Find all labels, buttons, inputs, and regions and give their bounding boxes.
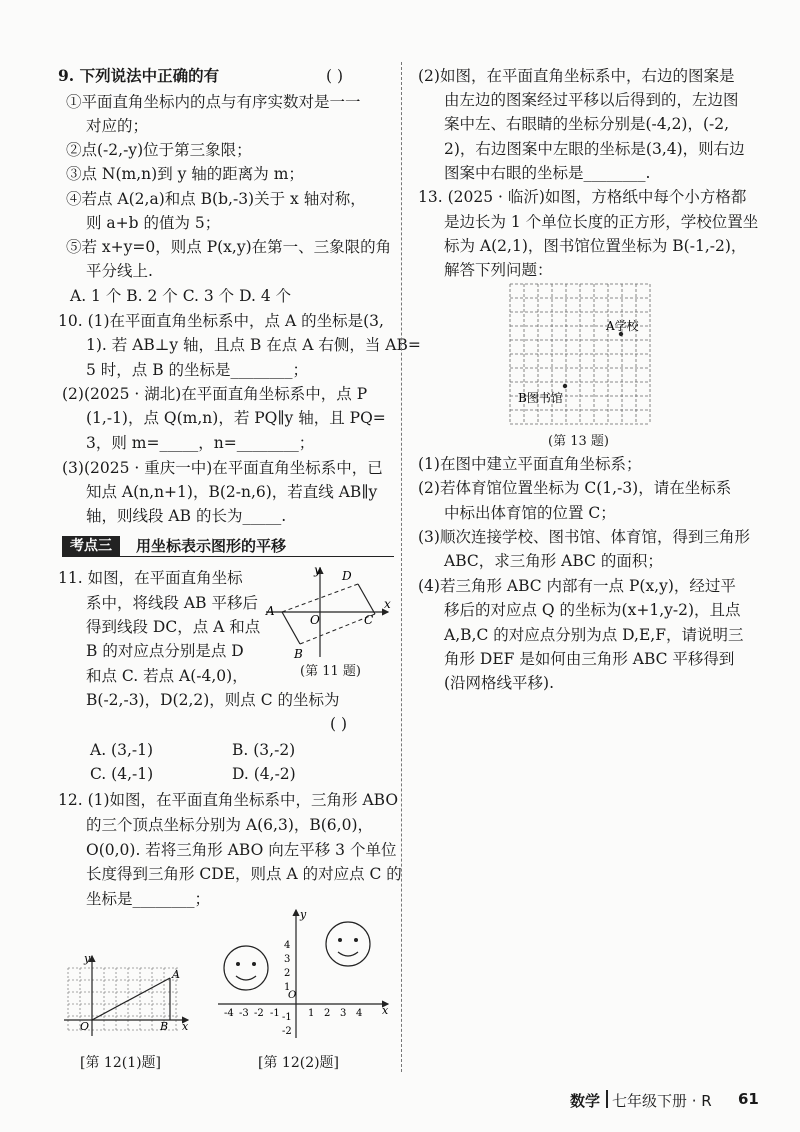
q12-2-fig-y: y [300,908,307,921]
q12-1-figure [60,950,192,1040]
q11-option-d: D. (4,-2) [232,765,296,783]
q12-2-xtick-neg3: -3 [239,1008,249,1019]
q13-part-4-cont-3: 角形 DEF 是如何由三角形 ABC 平移得到 [444,650,735,668]
q12-1-caption: [第 12(1)题] [80,1055,162,1071]
q12b-line-5: 图案中右眼的坐标是________. [444,164,651,182]
q13-line-4: 解答下列问题： [444,261,553,279]
q12-2-xtick-neg1: -1 [270,1008,280,1019]
q12-line-3: O(0,0). 若将三角形 ABO 向左平移 3 个单位 [86,841,397,859]
section-tag: 考点三 [62,536,120,557]
q9-statement-5-cont: 平分线上. [86,262,153,280]
q11-line-1: 11. 如图，在平面直角坐标 [58,569,243,587]
q12-line-4: 长度得到三角形 CDE，则点 A 的对应点 C 的 [86,865,402,883]
q13-part-4-cont-1: 移后的对应点 Q 的坐标为(x+1,y-2)，且点 [444,601,741,619]
q11-fig-x-label: x [384,597,391,611]
q12-2-figure [214,904,394,1044]
q10-line-4: (2)(2025 · 湖北)在平面直角坐标系中，点 P [62,385,368,403]
section-title: 用坐标表示图形的平移 [136,537,287,555]
q9-stem: 9. 下列说法中正确的有 [58,66,220,85]
q12b-line-3: 案中左、右眼睛的坐标分别是(-4,2)，(-2, [444,115,730,133]
q13-part-4-cont-4: (沿网格线平移). [444,674,555,692]
q11-line-4: B 的对应点分别是点 D [86,642,244,660]
q12-2-xtick-1: 1 [308,1008,315,1019]
q9-statement-1: ①平面直角坐标内的点与有序实数对是一一 [66,93,361,111]
q12-2-xtick-neg2: -2 [254,1008,264,1019]
q10-line-2: 1). 若 AB⊥y 轴，且点 B 在点 A 右侧，当 AB= [86,336,421,354]
q9-answer-paren: ( ) [326,67,344,85]
q9-statement-3: ③点 N(m,n)到 y 轴的距离为 m； [66,165,304,183]
q12-2-caption: [第 12(2)题] [258,1055,340,1071]
q12-1-fig-o: O [80,1020,90,1033]
q12-2-ytick-4: 4 [284,940,291,951]
q12-2-xtick-4: 4 [356,1008,363,1019]
q9-options: A. 1 个 B. 2 个 C. 3 个 D. 4 个 [70,287,292,305]
q13-part-2: (2)若体育馆位置坐标为 C(1,-3)，请在坐标系 [418,479,732,497]
q11-line-5: 和点 C. 若点 A(-4,0)， [86,667,248,685]
q12-2-fig-x: x [382,1004,389,1017]
q10-line-1: 10. (1)在平面直角坐标系中，点 A 的坐标是(3, [58,312,384,330]
q13-part-3-cont: ABC，求三角形 ABC 的面积； [444,552,663,570]
page-number: 61 [738,1090,759,1108]
q11-fig-d: D [342,569,352,583]
q10-line-7: (3)(2025 · 重庆一中)在平面直角坐标系中，已 [62,459,383,477]
q13-line-3: 标为 A(2,1)，图书馆位置坐标为 B(-1,-2)， [444,237,747,255]
q12-line-1: 12. (1)如图，在平面直角坐标系中，三角形 ABO [58,791,399,809]
q10-line-9: 轴，则线段 AB 的长为_____. [86,507,287,525]
q13-line-1: 13. (2025 · 临沂)如图，方格纸中每个小方格都 [418,188,747,206]
footer-grade: 七年级下册 · R [612,1092,712,1110]
q11-caption: (第 11 题) [300,664,361,679]
q12-2-ytick-neg1: -1 [282,1012,292,1023]
q9-statement-1-cont: 对应的； [86,117,149,135]
q13-part-2-cont: 中标出体育馆的位置 C； [444,504,616,522]
q11-option-c: C. (4,-1) [90,765,154,783]
q12-1-fig-b: B [160,1020,169,1033]
q13-part-1: (1)在图中建立平面直角坐标系； [418,455,642,473]
q12-line-2: 的三个顶点坐标分别为 A(6,3)，B(6,0)， [86,816,374,834]
q11-fig-origin: O [310,613,320,627]
q11-figure [258,562,394,660]
q13-line-2: 是边长为 1 个单位长度的正方形，学校位置坐 [444,213,759,231]
q11-fig-a: A [266,604,275,618]
q9-statement-2: ②点(-2,-y)位于第三象限； [66,141,252,159]
q12-2-fig-o: O [288,990,297,1001]
q13-part-3: (3)顺次连接学校、图书馆、体育馆，得到三角形 [418,528,750,546]
footer-subject: 数学 [570,1092,601,1110]
q12-1-fig-y: y [84,952,91,965]
q12b-line-2: 由左边的图案经过平移以后得到的，左边图 [444,91,739,109]
q11-option-a: A. (3,-1) [90,741,154,759]
q13-label-school: A学校 [606,319,639,333]
q12b-line-4: 2)，右边图案中左眼的坐标是(3,4)，则右边 [444,140,745,158]
q9-statement-5: ⑤若 x+y=0，则点 P(x,y)在第一、三象限的角 [66,238,392,256]
q13-caption: (第 13 题) [548,434,609,449]
q11-answer-paren: ( ) [330,715,348,733]
q10-line-5: (1,-1)，点 Q(m,n)，若 PQ∥y 轴，且 PQ= [86,409,386,427]
q10-line-3: 5 时，点 B 的坐标是________； [86,361,309,379]
q10-line-8: 知点 A(n,n+1)，B(2-n,6)，若直线 AB∥y [86,483,378,501]
q12-2-ytick-neg2: -2 [282,1026,292,1037]
q10-line-6: 3，则 m=_____，n=________； [86,434,315,452]
q11-fig-b: B [294,647,303,660]
q12-1-fig-x: x [182,1020,189,1033]
column-divider [401,62,402,1072]
q12-1-fig-a: A [172,968,180,981]
q12-2-ytick-3: 3 [284,954,291,965]
q12-2-xtick-2: 2 [324,1008,331,1019]
q11-line-3: 得到线段 DC，点 A 和点 [86,618,261,636]
q11-fig-c: C [364,613,374,627]
q12b-line-1: (2)如图，在平面直角坐标系中，右边的图案是 [418,67,735,85]
q13-label-library: B图书馆 [518,391,563,405]
q11-line-2: 系中，将线段 AB 平移后 [86,594,258,612]
q9-statement-4: ④若点 A(2,a)和点 B(b,-3)关于 x 轴对称， [66,190,366,208]
q12-2-xtick-3: 3 [340,1008,347,1019]
footer-separator [606,1090,608,1108]
q13-grid-figure [508,282,656,426]
q13-part-4: (4)若三角形 ABC 内部有一点 P(x,y)，经过平 [418,577,736,595]
q9-statement-4-cont: 则 a+b 的值为 5； [86,214,221,232]
q13-part-4-cont-2: A,B,C 的对应点分别为点 D,E,F，请说明三 [444,626,744,644]
q11-line-6: B(-2,-3)，D(2,2)，则点 C 的坐标为 [86,691,340,709]
q12-2-ytick-2: 2 [284,968,291,979]
q12-2-xtick-neg4: -4 [224,1008,234,1019]
q12-line-5: 坐标是________； [86,890,211,908]
q12-2-ytick-1: 1 [284,982,291,993]
section-rule [120,556,394,557]
q11-option-b: B. (3,-2) [232,741,296,759]
q11-fig-y-label: y [314,563,321,577]
